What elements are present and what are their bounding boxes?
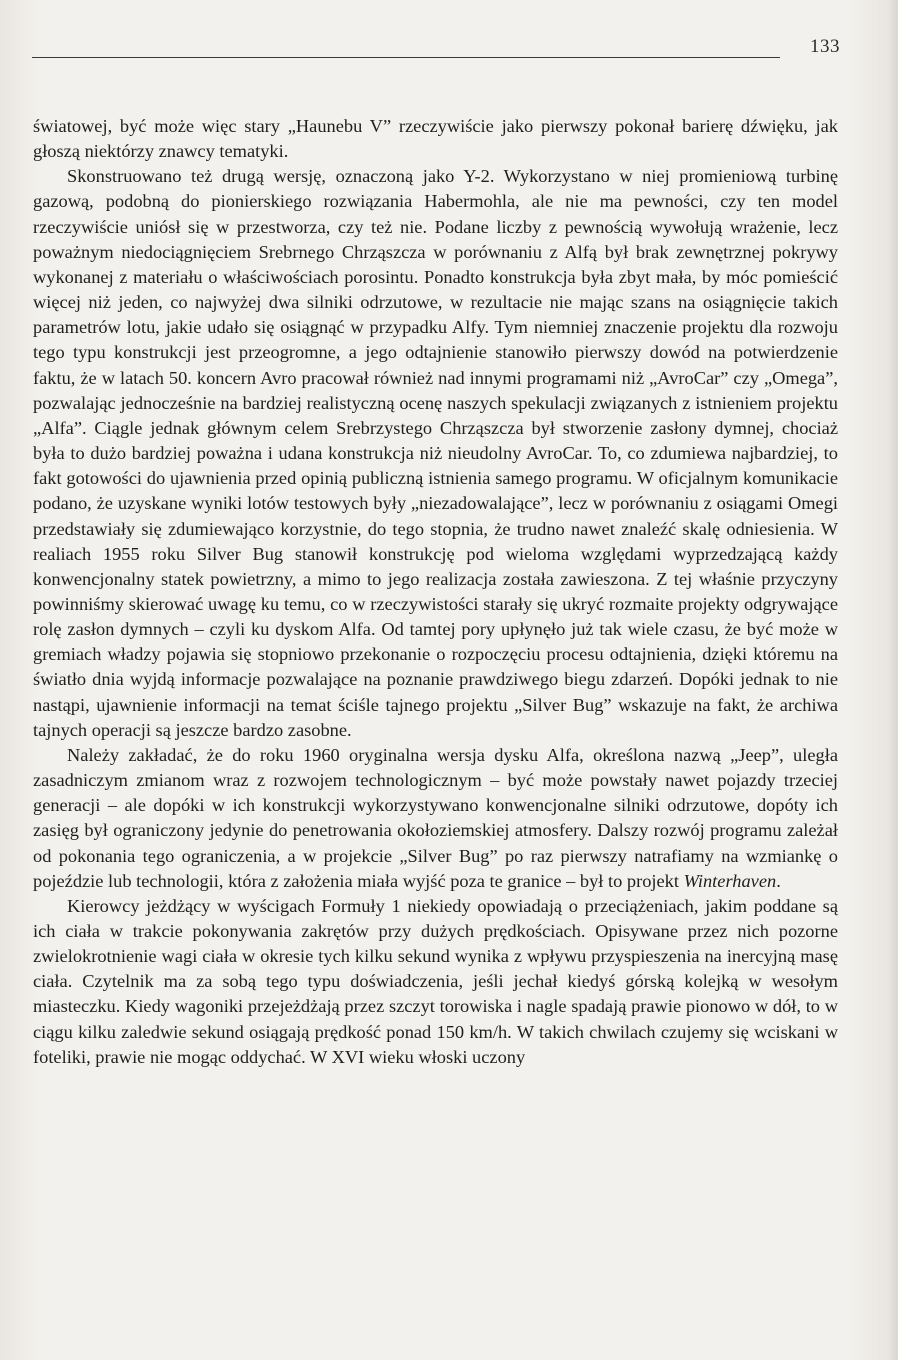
- body-text: [33, 114, 838, 1070]
- italic-title: Winterhaven: [683, 870, 777, 891]
- running-header: [32, 36, 840, 60]
- header-rule: [32, 57, 780, 58]
- paragraph: światowej, być może więc stary „Haunebu V” rzeczywiście jako pierwszy pokonał barierę dźwięku, jak głoszą niektórzy znawcy tematyki.: [33, 116, 838, 162]
- page-edge-shadow: [888, 0, 898, 1360]
- paragraph: Kierowcy jeżdżący w wyścigach Formuły 1 niekiedy opowiadają o przeciążeniach, jakim poddane są ich ciała w trakcie pokonywania zakrętów przy dużych prędkościach. Opisywane przez nich pozorne zwielokrotnienie wagi ciała w okresie tych kilku sekund wynika z wpływu przyspieszenia na inercyjną masę ciała. Czytelnik ma za sobą tego typu doświadczenia, jeśli jechał kiedyś górską kolejką w wesołym miasteczku. Kiedy wagoniki przejeżdżają przez szczyt torowiska i nagle spadają prawie pionowo w dół, to w ciągu kilku zaledwie sekund osiągają prędkość ponad 150 km/h. W takich chwilach czujemy się wciskani w foteliki, prawie nie mogąc oddychać. W XVI wieku włoski uczony: [33, 895, 838, 1067]
- page-number: 133: [810, 36, 840, 57]
- paragraph: Należy zakładać, że do roku 1960 oryginalna wersja dysku Alfa, określona nazwą „Jeep”, uległa zasadniczym zmianom wraz z rozwojem technologicznym – być może powstały nawet pojazdy trzeciej generacji – ale dopóki w ich konstrukcji wykorzystywano konwencjonalne silniki odrzutowe, dopóty ich zasięg był ograniczony jedynie do penetrowania okołoziemskiej atmosfery. Dalszy rozwój programu zależał od pokonania tego ograniczenia, a w projekcie „Silver Bug” po raz pierwszy natrafiamy na wzmiankę o pojeździe lub technologii, która z założenia miała wyjść poza te granice – był to projekt Winterhaven.: [33, 744, 838, 891]
- paragraph: Skonstruowano też drugą wersję, oznaczoną jako Y-2. Wykorzystano w niej promieniową turbinę gazową, podobną do pionierskiego rozwiązania Habermohla, ale nie ma pewności, czy ten model rzeczywiście uniósł się w przestworza, czy też nie. Podane liczby z pewnością wywołują wrażenie, lecz poważnym niedociągnięciem Srebrnego Chrząszcza w porównaniu z Alfą był brak zewnętrznej pokrywy wykonanej z materiału o właściwościach porosintu. Ponadto konstrukcja była zbyt mała, by móc pomieścić więcej niż jeden, co najwyżej dwa silniki odrzutowe, w rezultacie nie mając szans na osiągnięcie takich parametrów lotu, jakie udało się osiągnąć w przypadku Alfy. Tym niemniej znaczenie projektu dla rozwoju tego typu konstrukcji jest przeogromne, a jego odtajnienie stanowiło pierwszy dowód na potwierdzenie faktu, że w latach 50. koncern Avro pracował również nad innymi programami niż „AvroCar” czy „Omega”, pozwalając jednocześnie na bardziej realistyczną ocenę naszych spekulacji związanych z istnieniem projektu „Alfa”. Ciągle jednak głównym celem Srebrzystego Chrząszcza był stworzenie zasłony dymnej, chociaż była to dużo bardziej poważna i udana konstrukcja niż nieudolny AvroCar. To, co zdumiewa najbardziej, to fakt gotowości do ujawnienia przed opinią publiczną istnienia samego programu. W oficjalnym komunikacie podano, że uzyskane wyniki lotów testowych były „niezadowalające”, lecz w porównaniu z osiągami Omegi przedstawiały się zdumiewająco korzystnie, do tego stopnia, że trudno nawet znaleźć skalę odniesienia. W realiach 1955 roku Silver Bug stanowił konstrukcję pod wieloma względami wyprzedzającą każdy konwencjonalny statek powietrzny, a mimo to jego realizacja została zawieszona. Z tej właśnie przyczyny powinniśmy skierować uwagę ku temu, co w rzeczywistości starały się ukryć rozmaite projekty odgrywające rolę zasłon dymnych – czyli ku dyskom Alfa. Od tamtej pory upłynęło już tak wiele czasu, że być może w gremiach władzy pojawia się stopniowo przekonanie o rozpoczęciu procesu odtajnienia, dzięki któremu na światło dnia wyjdą informacje pozwalające na poznanie prawdziwego biegu zdarzeń. Dopóki jednak to nie nastąpi, ujawnienie informacji na temat ściśle tajnego projektu „Silver Bug” wskazuje na fakt, że archiwa tajnych operacji są jeszcze bardzo zasobne.: [33, 166, 838, 740]
